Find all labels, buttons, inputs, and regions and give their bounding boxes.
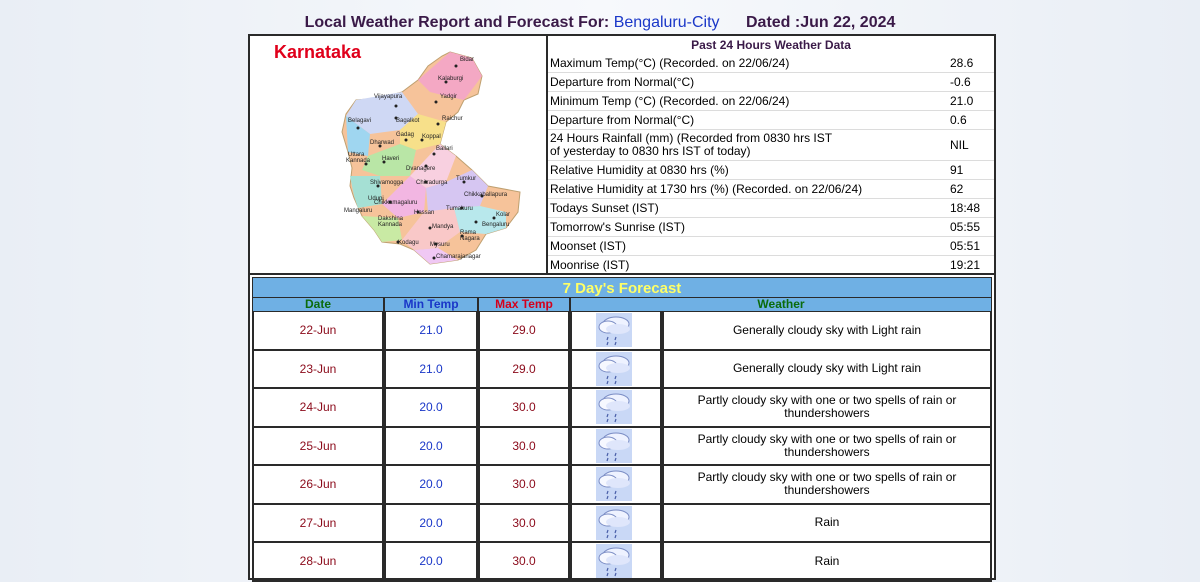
forecast-weather: Partly cloudy sky with one or two spells of rain or thundershowers xyxy=(662,428,992,467)
svg-text:Mysuru: Mysuru xyxy=(430,242,450,248)
forecast-row xyxy=(252,466,992,505)
past-row-value: 05:55 xyxy=(950,220,981,234)
forecast-rows xyxy=(252,312,992,582)
forecast-icon-cell xyxy=(570,351,662,390)
karnataka-map-icon xyxy=(250,36,546,273)
report-header xyxy=(0,14,1200,32)
svg-text:Chamarajanagar: Chamarajanagar xyxy=(436,254,481,260)
past-24-hours-panel xyxy=(548,36,994,273)
svg-text:Bagalkot: Bagalkot xyxy=(396,118,420,124)
forecast-date: 24-Jun xyxy=(252,389,384,428)
past-row-value: 28.6 xyxy=(950,56,974,70)
past-row-max-departure xyxy=(548,73,994,92)
forecast-icon-cell xyxy=(570,428,662,467)
cloud-rain-icon xyxy=(596,467,632,501)
svg-text:Raichur: Raichur xyxy=(442,116,463,122)
forecast-title: 7 Day's Forecast xyxy=(252,277,992,298)
past-row-label: Moonrise (IST) xyxy=(550,257,630,272)
past-row-label: Relative Humidity at 0830 hrs (%) xyxy=(550,162,729,177)
past-row-label: Minimum Temp (°C) (Recorded. on 22/06/24) xyxy=(550,93,790,108)
header-prefix: Local Weather Report and Forecast For: xyxy=(304,14,610,31)
past-row-value: 0.6 xyxy=(950,113,967,127)
svg-text:Haveri: Haveri xyxy=(382,156,400,162)
svg-text:Mangaluru: Mangaluru xyxy=(344,208,373,214)
forecast-row xyxy=(252,543,992,582)
forecast-min-temp: 20.0 xyxy=(384,428,478,467)
forecast-icon-cell xyxy=(570,312,662,351)
svg-text:Mandya: Mandya xyxy=(432,224,454,230)
forecast-header-row xyxy=(252,298,992,312)
svg-text:Yadgir: Yadgir xyxy=(440,94,457,100)
past-row-label: Relative Humidity at 1730 hrs (%) (Recorded. on 22/06/24) xyxy=(550,181,863,196)
past-row-sunset xyxy=(548,199,994,218)
forecast-max-temp: 29.0 xyxy=(478,312,570,351)
past-row-humidity-1730 xyxy=(548,180,994,199)
forecast-min-temp: 21.0 xyxy=(384,351,478,390)
forecast-min-temp: 20.0 xyxy=(384,389,478,428)
cloud-rain-icon xyxy=(596,506,632,540)
svg-text:Chikkamagaluru: Chikkamagaluru xyxy=(374,200,418,206)
past-row-min-departure xyxy=(548,111,994,130)
svg-text:Ballari: Ballari xyxy=(436,146,453,152)
forecast-weather: Partly cloudy sky with one or two spells of rain or thundershowers xyxy=(662,466,992,505)
forecast-date: 26-Jun xyxy=(252,466,384,505)
svg-text:Dakshina: Dakshina xyxy=(378,216,404,222)
past-data-title: Past 24 Hours Weather Data xyxy=(691,38,851,52)
forecast-row xyxy=(252,389,992,428)
header-min-temp: Min Temp xyxy=(384,298,478,312)
past-row-label: Moonset (IST) xyxy=(550,238,627,253)
cloud-rain-icon xyxy=(596,544,632,578)
section-divider xyxy=(250,273,994,275)
past-row-value: 91 xyxy=(950,163,964,177)
forecast-min-temp: 20.0 xyxy=(384,543,478,582)
svg-text:Gadag: Gadag xyxy=(396,132,415,138)
forecast-weather: Rain xyxy=(662,543,992,582)
forecast-max-temp: 30.0 xyxy=(478,505,570,544)
svg-text:Vijayapura: Vijayapura xyxy=(374,94,403,100)
forecast-weather: Generally cloudy sky with Light rain xyxy=(662,312,992,351)
forecast-table xyxy=(252,277,992,577)
past-row-label: Departure from Normal(°C) xyxy=(550,74,695,89)
past-row-value: 21.0 xyxy=(950,94,974,108)
svg-text:Belagavi: Belagavi xyxy=(348,118,372,124)
forecast-date: 27-Jun xyxy=(252,505,384,544)
svg-text:Tumkur: Tumkur xyxy=(456,176,477,182)
forecast-date: 22-Jun xyxy=(252,312,384,351)
past-row-label: Departure from Normal(°C) xyxy=(550,112,695,127)
past-row-value: 62 xyxy=(950,182,964,196)
svg-text:Kannada: Kannada xyxy=(378,222,403,228)
header-date: Date xyxy=(252,298,384,312)
past-row-sunrise xyxy=(548,218,994,237)
forecast-max-temp: 30.0 xyxy=(478,466,570,505)
header-max-temp: Max Temp xyxy=(478,298,570,312)
cloud-rain-icon xyxy=(596,429,632,463)
svg-text:Shivamogga: Shivamogga xyxy=(370,180,404,186)
forecast-min-temp: 20.0 xyxy=(384,505,478,544)
svg-text:Tumakuru: Tumakuru xyxy=(446,206,473,212)
svg-text:Nagara: Nagara xyxy=(460,236,480,242)
forecast-row xyxy=(252,428,992,467)
forecast-min-temp: 20.0 xyxy=(384,466,478,505)
forecast-row xyxy=(252,312,992,351)
forecast-icon-cell xyxy=(570,505,662,544)
svg-text:Rama: Rama xyxy=(460,230,477,236)
forecast-date: 25-Jun xyxy=(252,428,384,467)
svg-text:Chikkaballapura: Chikkaballapura xyxy=(464,192,508,198)
forecast-icon-cell xyxy=(570,466,662,505)
forecast-icon-cell xyxy=(570,543,662,582)
cloud-rain-icon xyxy=(596,313,632,347)
forecast-icon-cell xyxy=(570,389,662,428)
svg-text:Kalaburgi: Kalaburgi xyxy=(438,76,464,82)
forecast-row xyxy=(252,351,992,390)
forecast-max-temp: 30.0 xyxy=(478,389,570,428)
map-title: Karnataka xyxy=(274,42,362,62)
svg-text:Bengaluru: Bengaluru xyxy=(482,222,510,228)
rainfall-label-line2: of yesterday to 0830 hrs IST of today) xyxy=(550,144,751,158)
report-container xyxy=(248,34,996,580)
past-row-max-temp xyxy=(548,54,994,73)
past-row-value: 19:21 xyxy=(950,258,981,272)
past-row-label: Maximum Temp(°C) (Recorded. on 22/06/24) xyxy=(550,55,790,70)
cloud-rain-icon xyxy=(596,390,632,424)
svg-text:Hassan: Hassan xyxy=(414,210,435,216)
svg-text:Kannada: Kannada xyxy=(346,158,371,164)
past-row-value: 05:51 xyxy=(950,239,981,253)
past-row-label: Tomorrow's Sunrise (IST) xyxy=(550,219,685,234)
rainfall-label-line1: 24 Hours Rainfall (mm) (Recorded from 0830 hrs IST xyxy=(550,131,833,145)
svg-text:Uttara: Uttara xyxy=(348,152,365,158)
past-row-value: 18:48 xyxy=(950,201,981,215)
forecast-weather: Partly cloudy sky with one or two spells of rain or thundershowers xyxy=(662,389,992,428)
cloud-rain-icon xyxy=(596,352,632,386)
past-row-rainfall xyxy=(548,130,994,161)
svg-text:Kolar: Kolar xyxy=(496,212,511,218)
past-row-label: Todays Sunset (IST) xyxy=(550,200,659,215)
past-row-value: -0.6 xyxy=(950,75,971,89)
forecast-row xyxy=(252,505,992,544)
forecast-max-temp: 30.0 xyxy=(478,543,570,582)
karnataka-map-panel xyxy=(250,36,548,273)
past-row-min-temp xyxy=(548,92,994,111)
forecast-date: 28-Jun xyxy=(252,543,384,582)
forecast-weather: Rain xyxy=(662,505,992,544)
header-date: Dated :Jun 22, 2024 xyxy=(745,14,896,31)
forecast-date: 23-Jun xyxy=(252,351,384,390)
past-row-value: NIL xyxy=(950,138,969,152)
svg-text:Koppal: Koppal xyxy=(422,134,441,140)
svg-text:Bidar: Bidar xyxy=(460,57,475,63)
forecast-max-temp: 29.0 xyxy=(478,351,570,390)
svg-text:Dvanagere: Dvanagere xyxy=(406,166,436,172)
past-row-moonrise xyxy=(548,256,994,274)
header-weather: Weather xyxy=(570,298,992,312)
past-row-humidity-0830 xyxy=(548,161,994,180)
forecast-weather: Generally cloudy sky with Light rain xyxy=(662,351,992,390)
svg-text:Chitradurga: Chitradurga xyxy=(416,180,448,186)
forecast-min-temp: 21.0 xyxy=(384,312,478,351)
forecast-max-temp: 30.0 xyxy=(478,428,570,467)
svg-text:Udupi: Udupi xyxy=(368,196,384,202)
svg-text:Kodagu: Kodagu xyxy=(398,240,419,246)
past-row-label xyxy=(548,132,950,158)
header-city: Bengaluru-City xyxy=(613,14,720,31)
past-row-moonset xyxy=(548,237,994,256)
svg-text:Dharwad: Dharwad xyxy=(370,140,395,146)
